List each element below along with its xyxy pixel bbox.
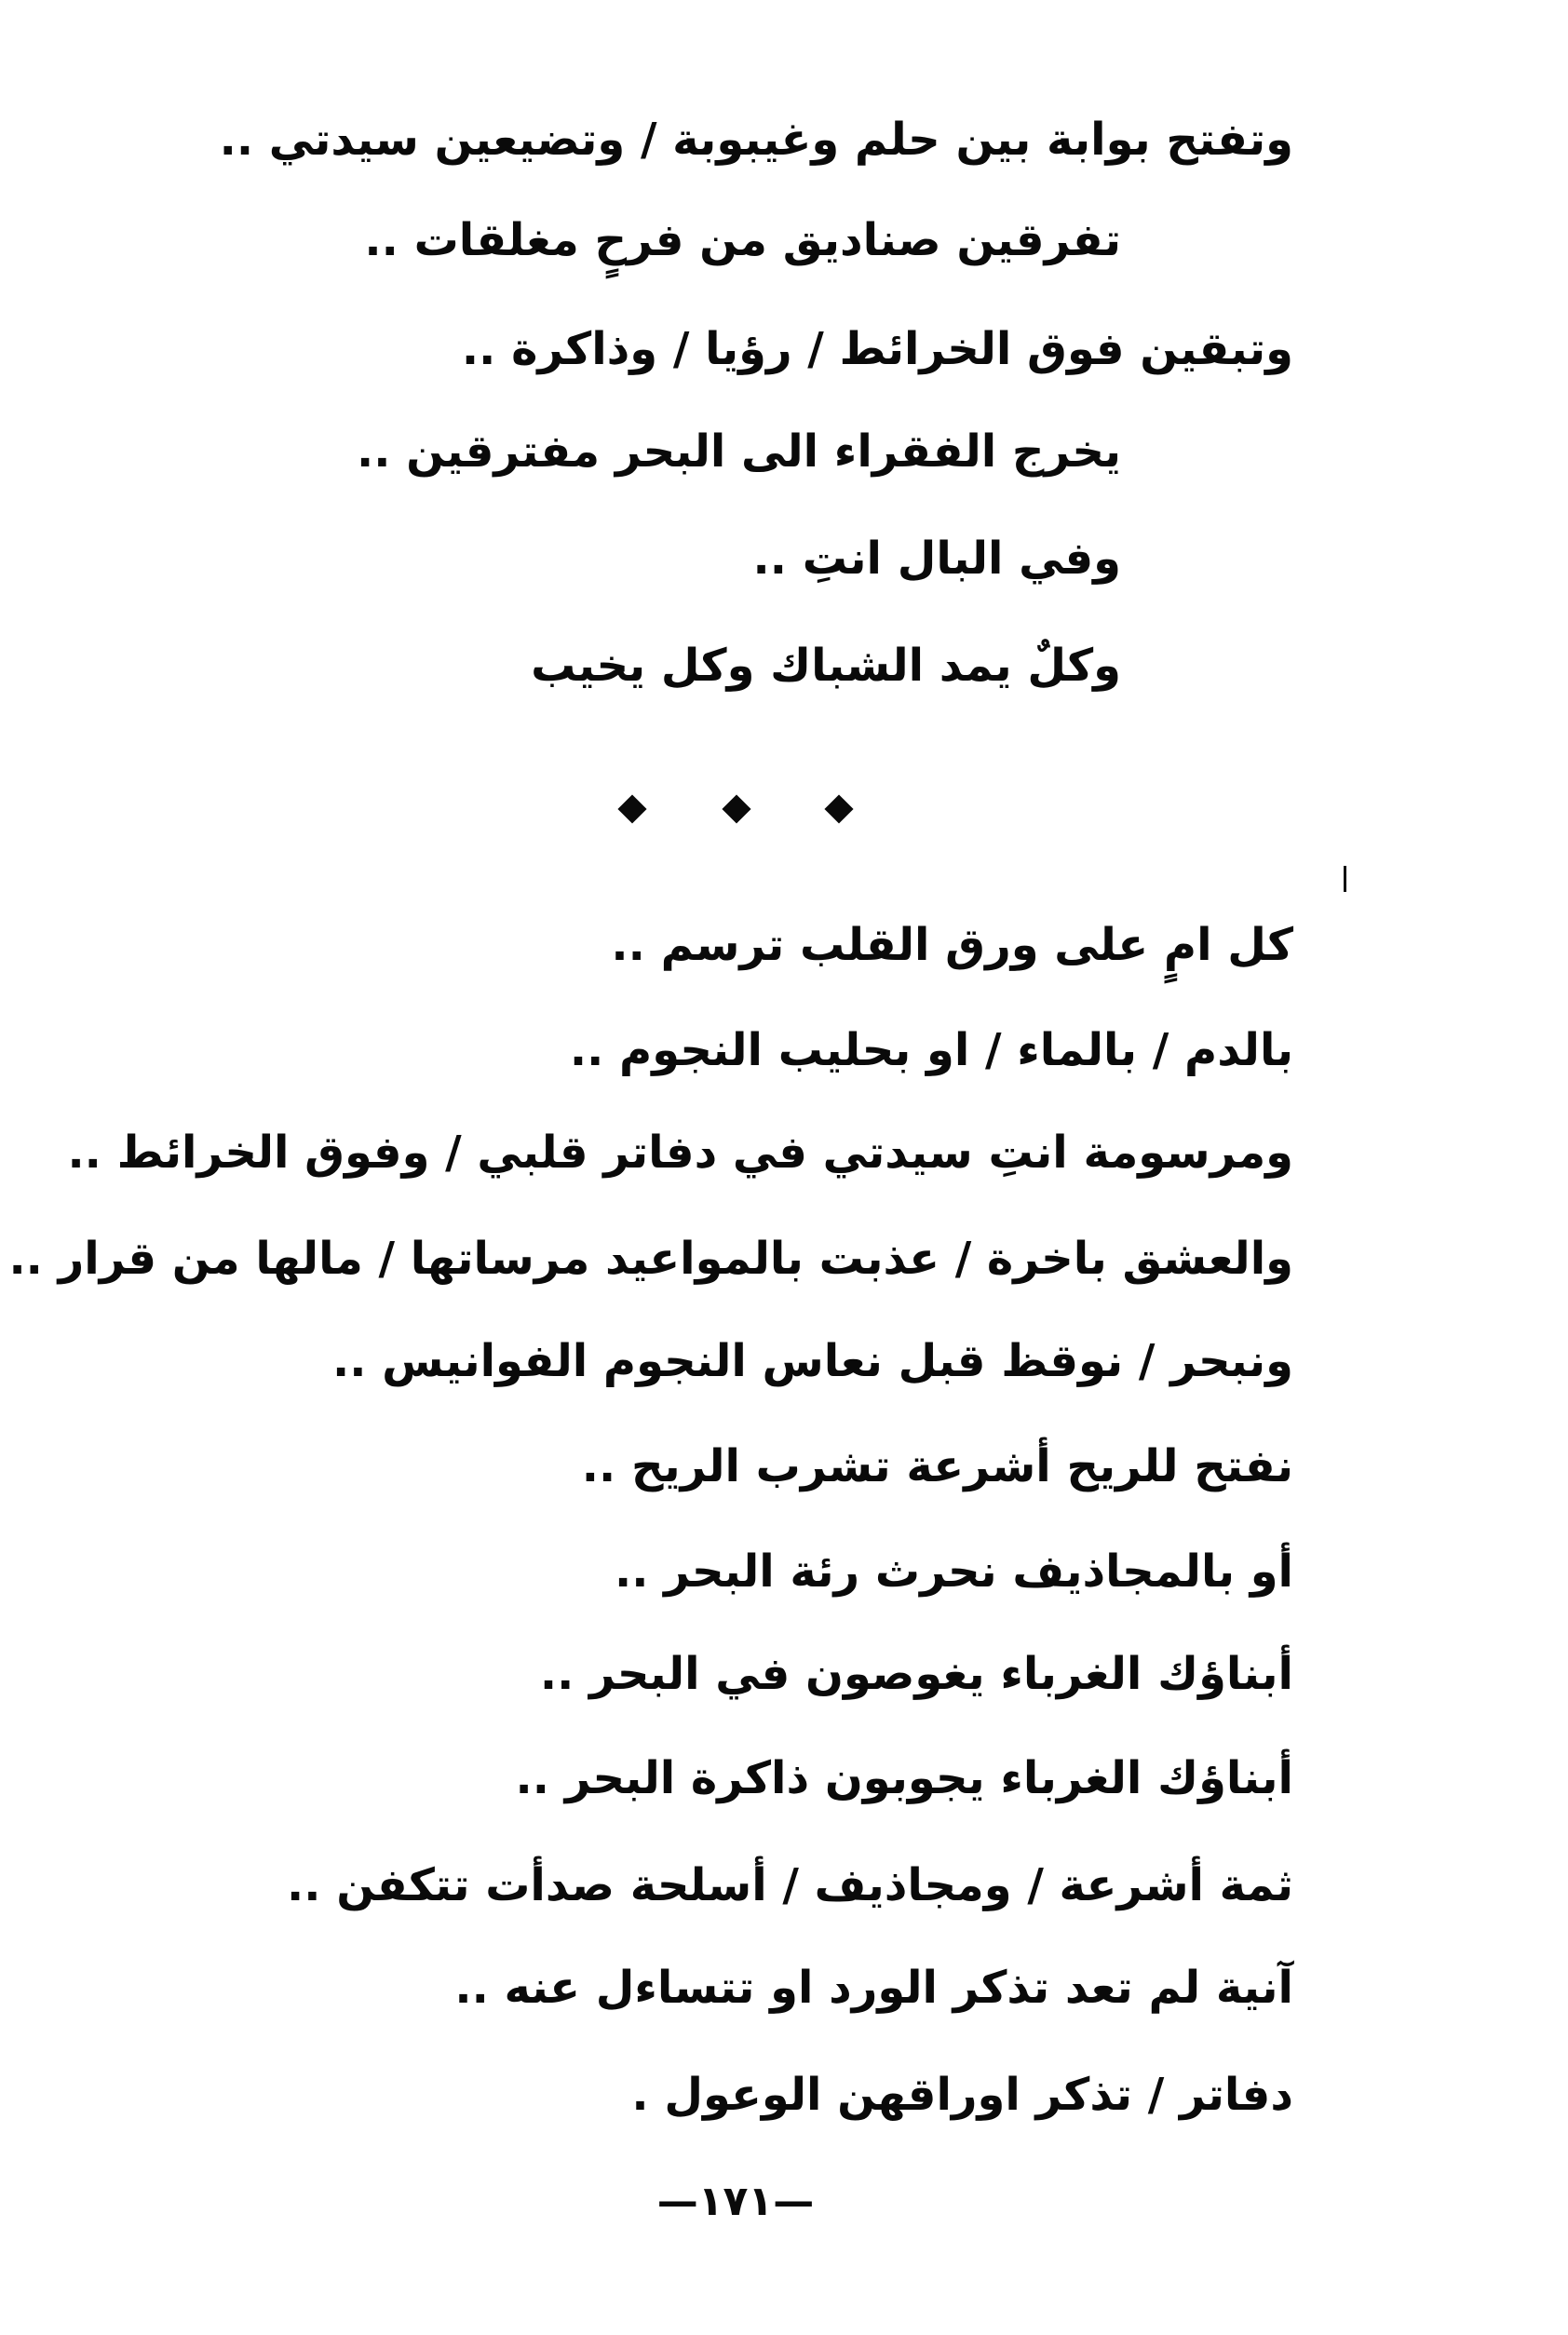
stanza-separator	[0, 782, 1568, 838]
poem-line: نفتح للريح أشرعة تشرب الريح ..	[581, 1440, 1293, 1492]
poem-line: يخرج الفقراء الى البحر مفترقين ..	[356, 425, 1121, 478]
poem-line: بالدم / بالماء / او بحليب النجوم ..	[569, 1024, 1293, 1076]
poem-line: كل امٍ على ورق القلب ترسم ..	[611, 919, 1293, 971]
poem-line: ومرسومة انتِ سيدتي في دفاتر قلبي / وفوق الخرائط ..	[67, 1127, 1293, 1179]
poem-line: آنية لم تعد تذكر الورد او تتساءل عنه ..	[454, 1962, 1293, 2014]
diamond-ornament-icon	[824, 794, 853, 823]
poem-line: تفرقين صناديق من فرحٍ مغلقات ..	[364, 214, 1121, 266]
poem-line: أبناؤك الغرباء يغوصون في البحر ..	[539, 1648, 1293, 1700]
poem-line: أبناؤك الغرباء يجوبون ذاكرة البحر ..	[515, 1752, 1293, 1804]
poem-line: والعشق باخرة / عذبت بالمواعيد مرساتها / مالها من قرار ..	[8, 1233, 1293, 1285]
poem-line: دفاتر / تذكر اوراقهن الوعول .	[631, 2069, 1293, 2121]
poem-line: وتبقين فوق الخرائط / رؤيا / وذاكرة ..	[461, 323, 1293, 375]
diamond-ornament-icon	[617, 794, 646, 823]
page-number: —١٧١—	[656, 2178, 815, 2225]
margin-mark	[1344, 866, 1346, 892]
poem-line: وتفتح بوابة بين حلم وغيبوبة / وتضيعين سيدتي ..	[219, 114, 1293, 166]
poem-line: أو بالمجاذيف نحرث رئة البحر ..	[615, 1545, 1293, 1598]
poem-line: ثمة أشرعة / ومجاذيف / أسلحة صدأت تتكفن ..	[287, 1859, 1293, 1911]
poem-line: وكلٌ يمد الشباك وكل يخيب	[531, 640, 1121, 692]
poem-line: وفي البال انتِ ..	[752, 533, 1121, 585]
poem-line: ونبحر / نوقظ قبل نعاس النجوم الفوانيس ..	[331, 1335, 1293, 1387]
diamond-ornament-icon	[722, 794, 750, 823]
